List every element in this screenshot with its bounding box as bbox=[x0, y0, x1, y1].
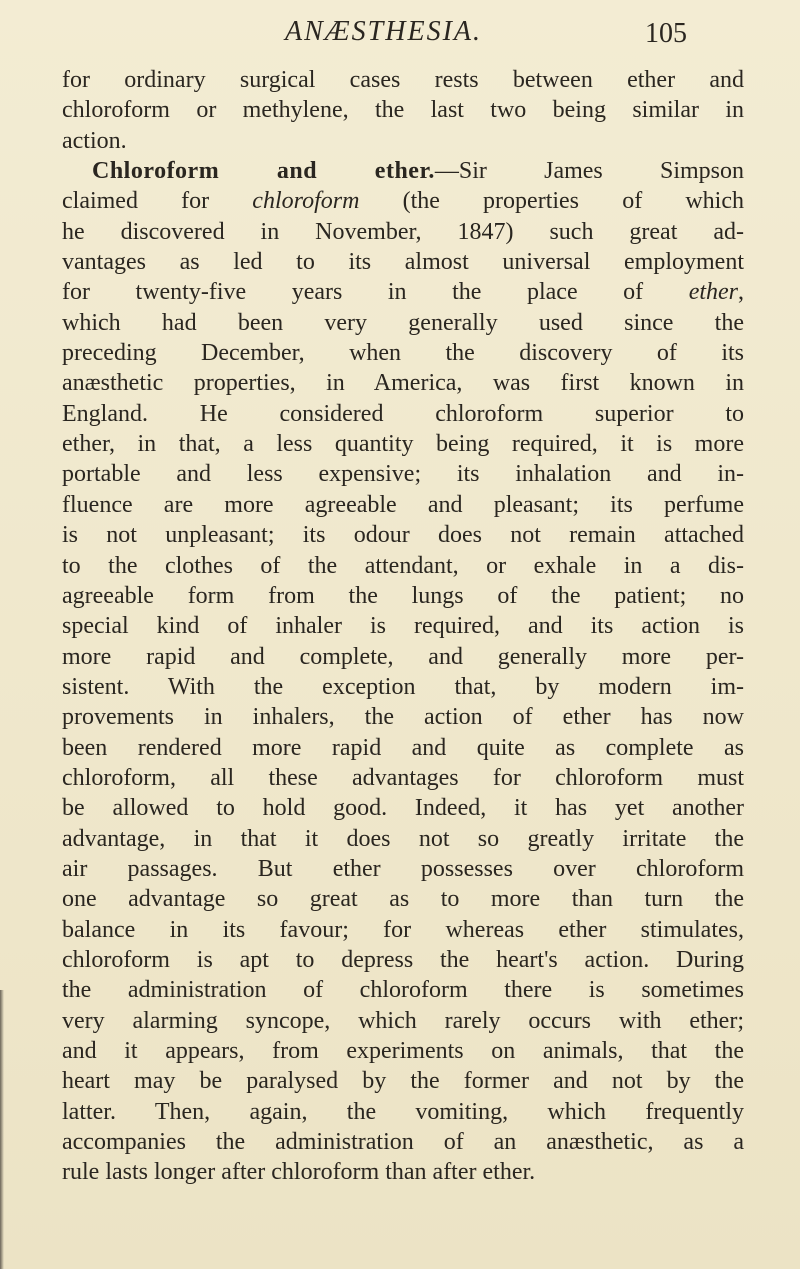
text-line: which had been very generally used since the bbox=[62, 309, 744, 336]
text-line: accompanies the administration of an anæsthetic, as a bbox=[62, 1129, 744, 1156]
emphasis-ether: ether bbox=[688, 279, 738, 306]
section-sidehead: Chloroform and ether. bbox=[92, 158, 435, 185]
text-line: heart may be paralysed by the former and not by the bbox=[62, 1068, 744, 1095]
text-run: claimed for bbox=[62, 188, 253, 215]
text-line: he discovered in November, 1847) such great ad- bbox=[62, 218, 744, 245]
text-line: anæsthetic properties, in America, was first known in bbox=[62, 370, 744, 397]
text-line bbox=[62, 277, 744, 307]
text-line: England. He considered chloroform superior to bbox=[62, 400, 744, 427]
page-number: 105 bbox=[645, 18, 687, 49]
text-line: agreeable form from the lungs of the patient; no bbox=[62, 582, 744, 609]
text-line: action. bbox=[62, 127, 127, 154]
text-line: very alarming syncope, which rarely occurs with ether; bbox=[62, 1007, 744, 1034]
body-text bbox=[62, 65, 744, 1188]
text-line: sistent. With the exception that, by modern im- bbox=[62, 673, 744, 700]
text-line bbox=[62, 186, 744, 216]
text-line: is not unpleasant; its odour does not remain attached bbox=[62, 522, 744, 549]
text-line: chloroform, all these advantages for chloroform must bbox=[62, 764, 744, 791]
text-line: latter. Then, again, the vomiting, which frequently bbox=[62, 1098, 744, 1125]
text-line: chloroform is apt to depress the heart's action. During bbox=[62, 946, 744, 973]
emphasis-chloroform: chloroform bbox=[252, 188, 360, 215]
text-line: been rendered more rapid and quite as complete as bbox=[62, 734, 744, 761]
text-line: fluence are more agreeable and pleasant; its perfume bbox=[62, 491, 744, 518]
text-line: more rapid and complete, and generally more per- bbox=[62, 643, 744, 670]
text-line: one advantage so great as to more than turn the bbox=[62, 886, 744, 913]
text-run: for twenty-five years in the place of bbox=[62, 279, 689, 306]
text-line: and it appears, from experiments on animals, that the bbox=[62, 1038, 744, 1064]
text-line: portable and less expensive; its inhalation and in- bbox=[62, 461, 744, 488]
text-line: provements in inhalers, the action of ether has now bbox=[62, 704, 744, 731]
text-run: , bbox=[738, 279, 744, 306]
text-line: advantage, in that it does not so greatly irritate the bbox=[62, 825, 744, 852]
text-line: vantages as led to its almost universal employment bbox=[62, 249, 744, 276]
page-edge-shadow bbox=[0, 990, 4, 1269]
text-line: the administration of chloroform there is sometimes bbox=[62, 977, 744, 1004]
text-line: be allowed to hold good. Indeed, it has yet another bbox=[62, 795, 744, 822]
text-line: preceding December, when the discovery of its bbox=[62, 340, 744, 367]
running-head: ANÆSTHESIA. bbox=[285, 16, 482, 47]
text-line: for ordinary surgical cases rests between ether and bbox=[62, 67, 744, 93]
text-line: chloroform or methylene, the last two being similar in bbox=[62, 97, 744, 124]
text-line: special kind of inhaler is required, and its action is bbox=[62, 613, 744, 640]
text-line: balance in its favour; for whereas ether stimulates, bbox=[62, 916, 744, 943]
text-line bbox=[62, 156, 744, 186]
text-line: rule lasts longer after chloroform than after ether. bbox=[62, 1159, 536, 1186]
text-line: to the clothes of the attendant, or exhale in a dis- bbox=[62, 552, 744, 579]
text-run: (the properties of which bbox=[359, 188, 745, 215]
page-header bbox=[0, 12, 800, 52]
sidehead-continuation: —Sir James Simpson bbox=[434, 158, 744, 185]
text-line: air passages. But ether possesses over chloroform bbox=[62, 855, 744, 882]
text-line: ether, in that, a less quantity being required, it is more bbox=[62, 431, 744, 458]
